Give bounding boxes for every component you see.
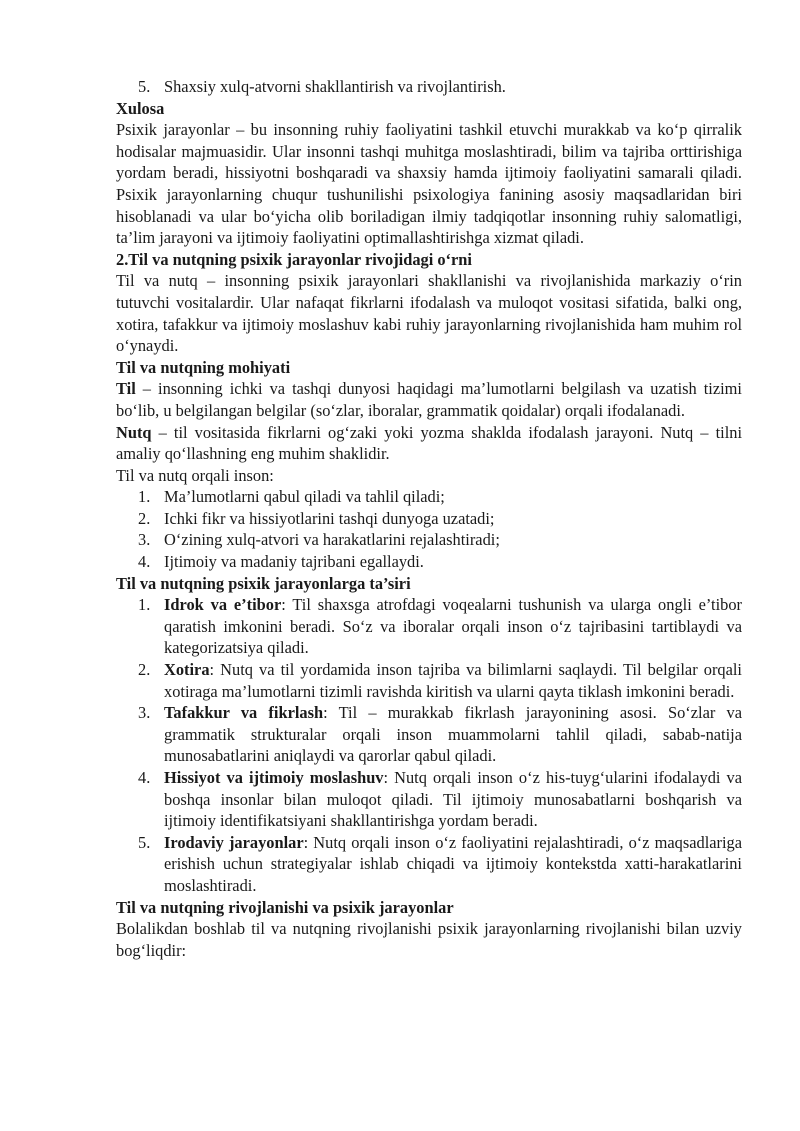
mohiyati-list: [116, 486, 742, 572]
list-number: 3.: [138, 703, 151, 723]
nutq-definition: [116, 422, 742, 465]
list-item: [116, 767, 742, 832]
list-term: Hissiyot va ijtimoiy moslashuv: [164, 768, 384, 787]
list-item: [116, 594, 742, 659]
section2-paragraph: Til va nutq – insonning psixik jarayonlari shakllanishi va rivojlanishida markaziy o‘rin tutuvchi vositalardir. Ular nafaqat fikrlarni ifodalash va muloqot vositasi sifatida, balki ong, xotira, tafakkur va ijtimoiy moslashuv kabi ruhiy jarayonlarning rivojlanishida ham muhim rol o‘ynaydi.: [116, 271, 742, 356]
list-text: : Nutq orqali inson o‘z faoliyatini rejalashtiradi, o‘z maqsadlariga erishish uchun strategiyalar ishlab chiqadi va ijtimoiy kontekstda xatti-harakatlarini moslashtiradi.: [164, 832, 743, 895]
list-item: [116, 508, 742, 530]
list-number: 4.: [138, 552, 151, 572]
list-number: 1.: [138, 487, 151, 507]
section-heading-rivojlanish: Til va nutqning rivojlanishi va psixik jarayonlar: [116, 897, 454, 917]
list-term: Tafakkur va fikrlash: [164, 703, 324, 723]
til-definition: [116, 378, 742, 421]
list-number: 1.: [138, 595, 151, 615]
section-heading-mohiyati: Til va nutqning mohiyati: [116, 357, 291, 377]
list-text: Ichki fikr va hissiyotlarini tashqi dunyoga uzatadi;: [164, 508, 495, 528]
list-number: 4.: [138, 768, 151, 787]
list-number: 5.: [138, 832, 151, 852]
section-heading-tasiri: Til va nutqning psixik jarayonlarga ta’siri: [116, 573, 411, 593]
term-nutq: Nutq: [116, 422, 152, 442]
continued-list: [116, 76, 742, 98]
list-term: Idrok va e’tibor: [164, 595, 282, 615]
section-heading-xulosa: Xulosa: [116, 98, 165, 118]
list-item: [116, 659, 742, 702]
list-number: 2.: [138, 508, 151, 528]
list-text: Shaxsiy xulq-atvorni shakllantirish va rivojlantirish.: [164, 77, 506, 96]
list-text: : Til shaxsga atrofdagi voqealarni tushunish va ularga ongli e’tibor qaratish imkonini beradi. So‘z va iboralar orqali inson o‘z tajribasini tartiblaydi va kategorizatsiya qiladi.: [164, 595, 742, 658]
list-number: 3.: [138, 530, 151, 550]
rivojlanish-paragraph: Bolalikdan boshlab til va nutqning rivojlanishi psixik jarayonlarning rivojlanishi bilan uzviy bog‘liqdir:: [116, 919, 742, 960]
list-item: [116, 486, 742, 508]
list-number: 2.: [138, 660, 151, 680]
list-text: : Nutq va til yordamida inson tajriba va bilimlarni saqlaydi. Til belgilar orqali xotiraga ma’lumotlarni tizimli ravishda kiritish va ularni qayta tiklash imkonini beradi.: [164, 660, 742, 701]
document-page: [116, 76, 742, 961]
list-item: [116, 832, 742, 897]
list-term: Xotira: [164, 660, 210, 680]
nutq-definition-text: – til vositasida fikrlarni og‘zaki yoki yozma shaklda ifodalash jarayoni. Nutq – tilni amaliy qo‘llashning eng muhim shaklidir.: [116, 422, 742, 464]
term-til: Til: [116, 379, 136, 399]
xulosa-paragraph: Psixik jarayonlar – bu insonning ruhiy faoliyatini tashkil etuvchi murakkab va ko‘p qirralik hodisalar majmuasidir. Ular insonni tashqi muhitga moslashtiradi, bilim va tajriba orttirishiga yordam beradi, hissiyotni boshqaradi va shaxsiy hamda ijtimoiy faoliyatini samarali qiladi. Psixik jarayonlarning chuqur tushunilishi psixologiya fanining asosiy maqsadlaridan biri hisoblanadi va ular bo‘yicha olib boriladigan ilmiy tadqiqotlar insonning ruhiy salomatligi, ta’lim jarayoni va ijtimoiy faoliyatini optimallashtirishga xizmat qiladi.: [116, 120, 742, 248]
list-text: Ma’lumotlarni qabul qiladi va tahlil qiladi;: [164, 487, 445, 507]
list-item: [116, 76, 742, 98]
list-term: Irodaviy jarayonlar: [164, 832, 304, 852]
list-item: [116, 551, 742, 573]
list-text: O‘zining xulq-atvori va harakatlarini rejalashtiradi;: [164, 530, 500, 550]
list-text: : Til – murakkab fikrlash jarayonining asosi. So‘zlar va grammatik strukturalar orqali inson muammolarni tahlil qiladi, sabab-natija munosabatlarini aniqlaydi va qarorlar qabul qiladi.: [164, 703, 742, 766]
section-heading-2: 2.Til va nutqning psixik jarayonlar rivojidagi o‘rni: [116, 249, 472, 269]
tasiri-list: [116, 594, 742, 896]
list-number: 5.: [138, 77, 151, 96]
til-definition-text: – insonning ichki va tashqi dunyosi haqidagi ma’lumotlarni belgilash va uzatish tizimi bo‘lib, u belgilangan belgilar (so‘zlar, iboralar, grammatik qoidalar) orqali ifodalanadi.: [116, 379, 742, 420]
list-text: Ijtimoiy va madaniy tajribani egallaydi.: [164, 552, 424, 572]
list-text: : Nutq orqali inson o‘z his-tuyg‘ularini ifodalaydi va boshqa insonlar bilan muloqot qiladi. Til ijtimoiy munosabatlarni boshqarish va ijtimoiy identifikatsiyani shakllantirishga yordam beradi.: [164, 768, 742, 831]
list-item: [116, 702, 742, 767]
list-item: [116, 529, 742, 551]
list-intro: Til va nutq orqali inson:: [116, 465, 274, 485]
